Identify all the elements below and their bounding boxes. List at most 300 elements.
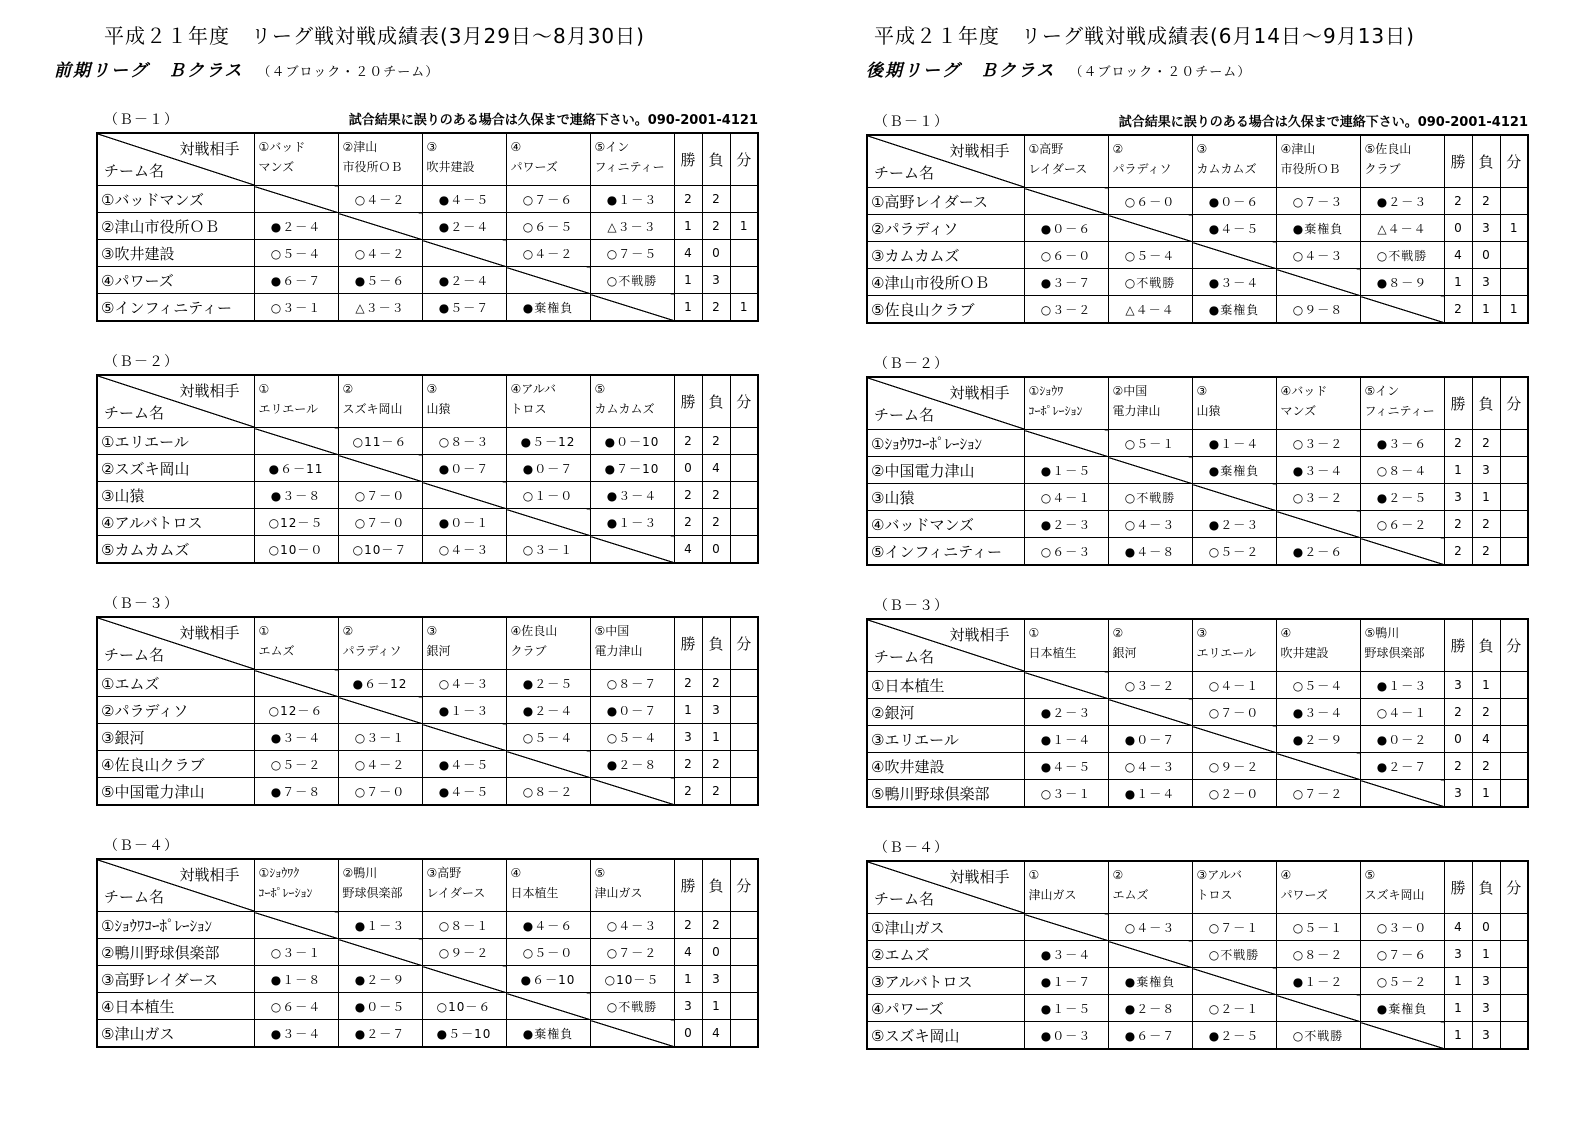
table-row (97, 536, 758, 564)
opponent-column-header (422, 859, 506, 912)
opponent-line-2: マンズ (258, 160, 295, 174)
wins-cell: 2 (1444, 296, 1472, 324)
wins-cell: 2 (1444, 699, 1472, 726)
draws-cell (1500, 726, 1528, 753)
table-row (97, 455, 758, 482)
draws-cell (730, 751, 758, 778)
draws-cell (730, 1020, 758, 1048)
losses-cell: 2 (702, 294, 730, 322)
result-cell: ●２－３ (1024, 511, 1108, 538)
result-cell: ○８－３ (422, 428, 506, 455)
result-cell: ○８－１ (422, 912, 506, 939)
opponent-line-1: ②津山 (342, 140, 378, 154)
draws-cell (1500, 753, 1528, 780)
opponent-line-1: ⑤鴨川 (1364, 626, 1400, 640)
wins-cell: 1 (1444, 968, 1472, 995)
self-match-cell (254, 670, 338, 697)
table-row (97, 482, 758, 509)
block-label: （Ｂ－１） (874, 114, 949, 130)
first-half-subtitle (54, 56, 439, 81)
opponent-line-1: ⑤ (594, 382, 606, 396)
wins-cell: 2 (674, 509, 702, 536)
win-header: 勝 (674, 375, 702, 428)
result-cell: ○５－４ (254, 240, 338, 267)
team-name: ②スズキ岡山 (97, 455, 254, 482)
opponent-line-2: エムズ (258, 644, 295, 658)
team-name: ④佐良山クラブ (97, 751, 254, 778)
opponent-line-2: トロス (1196, 888, 1233, 902)
table-header-row (97, 617, 758, 670)
draw-header: 分 (730, 617, 758, 670)
opponent-column-header (1024, 135, 1108, 188)
result-cell: ○４－１ (1024, 484, 1108, 511)
result-cell: △３－３ (338, 294, 422, 322)
result-cell: ○12－５ (254, 509, 338, 536)
result-cell: ●１－３ (590, 509, 674, 536)
opponent-line-1: ④ (510, 140, 522, 154)
wins-cell: 2 (674, 670, 702, 697)
opponent-line-1: ③ (1196, 142, 1208, 156)
opponent-column-header (1360, 135, 1444, 188)
team-name: ④日本植生 (97, 993, 254, 1020)
draws-cell (1500, 188, 1528, 215)
opponent-line-2: パワーズ (510, 160, 558, 174)
result-cell: ●２－５ (506, 670, 590, 697)
opponent-line-2: カムカムズ (594, 402, 655, 416)
losses-cell: 3 (702, 697, 730, 724)
team-name: ④パワーズ (867, 995, 1024, 1022)
table-row (867, 511, 1528, 538)
wins-cell: 2 (674, 482, 702, 509)
opponent-line-1: ①バッド (258, 140, 306, 154)
opponent-header: 対戦相手 (949, 868, 1010, 886)
team-name: ①ｼｮｳﾜｺｰﾎﾟﾚｰｼｮﾝ (867, 430, 1024, 457)
table-header-row (867, 619, 1528, 672)
second-half-subtitle-note: （４ブロック・２０チーム） (1069, 65, 1252, 80)
result-cell: ○８－７ (590, 670, 674, 697)
result-cell: ○10－５ (590, 966, 674, 993)
table-row (97, 993, 758, 1020)
opponent-header: 対戦相手 (949, 142, 1010, 160)
result-cell: ○７－０ (1192, 699, 1276, 726)
team-name: ①高野レイダース (867, 188, 1024, 215)
win-header: 勝 (1444, 619, 1472, 672)
table-row (97, 751, 758, 778)
result-cell: ●２－７ (338, 1020, 422, 1048)
losses-cell: 4 (702, 455, 730, 482)
draws-cell (1500, 941, 1528, 968)
result-cell: ●１－３ (1360, 672, 1444, 699)
result-cell: ○12－６ (254, 697, 338, 724)
losses-cell: 0 (702, 536, 730, 564)
wins-cell: 4 (674, 240, 702, 267)
result-cell: ●６－７ (254, 267, 338, 294)
opponent-column-header (1276, 135, 1360, 188)
table-row (97, 267, 758, 294)
result-cell: ●１－４ (1024, 726, 1108, 753)
result-cell: ●１－３ (590, 186, 674, 213)
result-cell: ○７－１ (1192, 914, 1276, 941)
team-name: ①エムズ (97, 670, 254, 697)
result-cell: ○４－２ (338, 751, 422, 778)
team-name: ②パラディソ (97, 697, 254, 724)
opponent-line-2: 市役所ＯＢ (1280, 162, 1341, 176)
wins-cell: 1 (674, 267, 702, 294)
result-cell: ○４－２ (338, 240, 422, 267)
opponent-header: 対戦相手 (179, 140, 240, 158)
result-cell: ○５－１ (1276, 914, 1360, 941)
draws-cell (1500, 780, 1528, 808)
opponent-column-header (1108, 135, 1192, 188)
opponent-line-2: 津山ガス (1028, 888, 1077, 902)
self-match-cell (1108, 699, 1192, 726)
result-cell: ○不戦勝 (1276, 1022, 1360, 1050)
team-name: ④アルバトロス (97, 509, 254, 536)
corner-header (867, 861, 1024, 914)
team-name: ②エムズ (867, 941, 1024, 968)
team-name: ①エリエール (97, 428, 254, 455)
self-match-cell (338, 455, 422, 482)
draws-cell: 1 (1500, 215, 1528, 242)
table-header-row (867, 135, 1528, 188)
table-row (867, 430, 1528, 457)
result-cell: ○４－３ (590, 912, 674, 939)
opponent-column-header (590, 617, 674, 670)
opponent-column-header (338, 859, 422, 912)
opponent-column-header (338, 133, 422, 186)
opponent-line-2: 日本植生 (1028, 646, 1077, 660)
opponent-line-1: ⑤ (594, 866, 606, 880)
team-name: ③アルバトロス (867, 968, 1024, 995)
table-row (97, 697, 758, 724)
draws-cell (1500, 995, 1528, 1022)
result-cell: ○６－３ (1024, 538, 1108, 566)
second-half-subtitle-main: 後期リーグ Ｂクラス (866, 61, 1056, 81)
wins-cell: 1 (674, 697, 702, 724)
loss-header: 負 (1472, 861, 1500, 914)
result-cell: ○４－１ (1360, 699, 1444, 726)
opponent-line-1: ① (1028, 868, 1040, 882)
self-match-cell (1108, 457, 1192, 484)
opponent-line-2: 野球倶楽部 (342, 886, 403, 900)
table-row (867, 457, 1528, 484)
result-cell: ●５－６ (338, 267, 422, 294)
draws-cell (1500, 699, 1528, 726)
result-cell: ○４－１ (1192, 672, 1276, 699)
opponent-line-1: ⑤ (1364, 868, 1376, 882)
draws-cell: 1 (1500, 296, 1528, 324)
corner-header (867, 135, 1024, 188)
result-cell: ○不戦勝 (1108, 269, 1192, 296)
team-name: ①バッドマンズ (97, 186, 254, 213)
result-cell: ●２－８ (590, 751, 674, 778)
result-cell: ●６－７ (1108, 1022, 1192, 1050)
draws-cell (730, 455, 758, 482)
left-league-block-2 (96, 354, 756, 564)
table-row (97, 509, 758, 536)
losses-cell: 0 (1472, 242, 1500, 269)
win-header: 勝 (1444, 861, 1472, 914)
table-row (867, 242, 1528, 269)
result-cell: ○８－２ (1276, 941, 1360, 968)
opponent-line-2: ｺｰﾎﾟﾚｰｼｮﾝ (1028, 404, 1083, 418)
opponent-line-1: ④バッド (1280, 384, 1328, 398)
result-cell: ○３－１ (254, 294, 338, 322)
losses-cell: 3 (1472, 968, 1500, 995)
results-table (96, 858, 759, 1048)
wins-cell: 2 (674, 912, 702, 939)
result-cell: ●２－４ (422, 267, 506, 294)
result-cell: ●３－４ (254, 724, 338, 751)
table-header-row (867, 861, 1528, 914)
losses-cell: 2 (702, 213, 730, 240)
opponent-line-1: ② (1112, 626, 1124, 640)
block-label: （Ｂ－４） (104, 838, 179, 854)
opponent-line-1: ③ (1196, 384, 1208, 398)
left-league-block-4 (96, 838, 756, 1048)
draws-cell (1500, 1022, 1528, 1050)
result-cell: ○４－２ (338, 186, 422, 213)
draws-cell (1500, 968, 1528, 995)
losses-cell: 2 (702, 509, 730, 536)
team-header: チーム名 (104, 162, 165, 180)
result-cell: ○８－４ (1360, 457, 1444, 484)
win-header: 勝 (1444, 135, 1472, 188)
team-name: ④パワーズ (97, 267, 254, 294)
draws-cell (1500, 484, 1528, 511)
opponent-line-1: ④佐良山 (510, 624, 558, 638)
losses-cell: 1 (702, 993, 730, 1020)
win-header: 勝 (674, 617, 702, 670)
wins-cell: 3 (1444, 484, 1472, 511)
table-row (97, 778, 758, 806)
table-row (867, 672, 1528, 699)
result-cell: ●２－９ (1276, 726, 1360, 753)
self-match-cell (1024, 914, 1108, 941)
losses-cell: 4 (702, 1020, 730, 1048)
team-name: ⑤スズキ岡山 (867, 1022, 1024, 1050)
result-cell: ●３－８ (254, 482, 338, 509)
team-name: ⑤インフィニティー (867, 538, 1024, 566)
team-header: チーム名 (874, 164, 935, 182)
opponent-line-2: 銀河 (1112, 646, 1137, 660)
result-cell: ●１－７ (1024, 968, 1108, 995)
opponent-line-1: ①高野 (1028, 142, 1064, 156)
result-cell: ○６－４ (254, 993, 338, 1020)
block-label: （Ｂ－１） (104, 112, 179, 128)
wins-cell: 2 (674, 428, 702, 455)
wins-cell: 2 (1444, 538, 1472, 566)
table-row (867, 215, 1528, 242)
result-cell: ●０－７ (590, 697, 674, 724)
table-header-row (97, 375, 758, 428)
result-cell: ●４－５ (1192, 215, 1276, 242)
result-cell: ○３－２ (1024, 296, 1108, 324)
self-match-cell (1276, 753, 1360, 780)
result-cell: ●棄権負 (1276, 215, 1360, 242)
losses-cell: 2 (1472, 538, 1500, 566)
result-cell: ●３－６ (1360, 430, 1444, 457)
wins-cell: 2 (674, 778, 702, 806)
table-header-row (97, 859, 758, 912)
wins-cell: 2 (1444, 430, 1472, 457)
draws-cell (730, 778, 758, 806)
opponent-column-header (254, 133, 338, 186)
result-cell: ○５－０ (506, 939, 590, 966)
self-match-cell (338, 213, 422, 240)
result-cell: ●４－５ (1024, 753, 1108, 780)
corner-header (97, 617, 254, 670)
losses-cell: 2 (702, 186, 730, 213)
self-match-cell (422, 724, 506, 751)
result-cell: ●４－６ (506, 912, 590, 939)
wins-cell: 3 (674, 724, 702, 751)
opponent-line-2: カムカムズ (1196, 162, 1257, 176)
loss-header: 負 (1472, 377, 1500, 430)
opponent-line-2: スズキ岡山 (342, 402, 403, 416)
opponent-line-1: ② (342, 624, 354, 638)
opponent-line-1: ⑤中国 (594, 624, 630, 638)
wins-cell: 1 (1444, 457, 1472, 484)
team-header: チーム名 (874, 890, 935, 908)
result-cell: ○不戦勝 (590, 267, 674, 294)
draws-cell (730, 509, 758, 536)
self-match-cell (1108, 941, 1192, 968)
self-match-cell (590, 536, 674, 564)
table-row (97, 912, 758, 939)
result-cell: ●０－７ (422, 455, 506, 482)
losses-cell: 2 (702, 482, 730, 509)
wins-cell: 1 (674, 966, 702, 993)
result-cell: ●５－12 (506, 428, 590, 455)
draws-cell (1500, 538, 1528, 566)
opponent-column-header (506, 133, 590, 186)
opponent-line-2: スズキ岡山 (1364, 888, 1425, 902)
correction-notice: 試合結果に誤りのある場合は久保まで連絡下さい。090-2001-4121 (1118, 115, 1528, 130)
result-cell: ●０－５ (338, 993, 422, 1020)
team-name: ③カムカムズ (867, 242, 1024, 269)
opponent-line-2: 吹井建設 (426, 160, 475, 174)
opponent-line-2: パワーズ (1280, 888, 1328, 902)
self-match-cell (590, 1020, 674, 1048)
opponent-column-header (1276, 619, 1360, 672)
first-half-subtitle-main: 前期リーグ Ｂクラス (54, 61, 244, 81)
first-half-subtitle-note: （４ブロック・２０チーム） (257, 65, 440, 80)
result-cell: ○不戦勝 (590, 993, 674, 1020)
result-cell: ●２－３ (1360, 188, 1444, 215)
result-cell: ●０－２ (1360, 726, 1444, 753)
win-header: 勝 (1444, 377, 1472, 430)
team-header: チーム名 (104, 404, 165, 422)
draws-cell (1500, 914, 1528, 941)
result-cell: ●４－５ (422, 751, 506, 778)
opponent-line-2: クラブ (1364, 162, 1401, 176)
draws-cell: 1 (730, 213, 758, 240)
team-name: ⑤津山ガス (97, 1020, 254, 1048)
self-match-cell (1192, 726, 1276, 753)
opponent-column-header (422, 133, 506, 186)
result-cell: ●３－７ (1024, 269, 1108, 296)
team-name: ⑤インフィニティー (97, 294, 254, 322)
losses-cell: 0 (702, 939, 730, 966)
opponent-column-header (254, 859, 338, 912)
losses-cell: 3 (1472, 995, 1500, 1022)
opponent-line-1: ③高野 (426, 866, 462, 880)
table-row (97, 186, 758, 213)
self-match-cell (254, 428, 338, 455)
right-league-block-2 (866, 356, 1526, 566)
draws-cell: 1 (730, 294, 758, 322)
opponent-column-header (1108, 861, 1192, 914)
team-name: ⑤鴨川野球倶楽部 (867, 780, 1024, 808)
result-cell: ○７－２ (1276, 780, 1360, 808)
result-cell: ○７－３ (1276, 188, 1360, 215)
opponent-line-1: ①ｼｮｳﾜ (1028, 384, 1064, 398)
result-cell: ○９－２ (1192, 753, 1276, 780)
table-row (867, 538, 1528, 566)
corner-header (97, 375, 254, 428)
result-cell: ○３－２ (1108, 672, 1192, 699)
result-cell: ○３－１ (506, 536, 590, 564)
left-league-block-3 (96, 596, 756, 806)
draw-header: 分 (730, 133, 758, 186)
losses-cell: 2 (702, 428, 730, 455)
draw-header: 分 (1500, 377, 1528, 430)
corner-header (867, 377, 1024, 430)
result-cell: ●０－10 (590, 428, 674, 455)
opponent-line-1: ③ (1196, 626, 1208, 640)
losses-cell: 3 (1472, 457, 1500, 484)
result-cell: △４－４ (1360, 215, 1444, 242)
opponent-line-1: ⑤イン (1364, 384, 1400, 398)
result-cell: ●１－４ (1108, 780, 1192, 808)
opponent-column-header (1276, 377, 1360, 430)
draws-cell (1500, 269, 1528, 296)
result-cell: ●０－６ (1192, 188, 1276, 215)
losses-cell: 2 (1472, 430, 1500, 457)
draws-cell (730, 912, 758, 939)
self-match-cell (254, 186, 338, 213)
result-cell: ○７－６ (1360, 941, 1444, 968)
opponent-header: 対戦相手 (179, 624, 240, 642)
opponent-line-2: パラディソ (342, 644, 402, 658)
opponent-line-1: ⑤佐良山 (1364, 142, 1412, 156)
losses-cell: 4 (1472, 726, 1500, 753)
opponent-line-2: 日本植生 (510, 886, 559, 900)
result-cell: ●２－４ (422, 213, 506, 240)
self-match-cell (1276, 995, 1360, 1022)
team-header: チーム名 (874, 406, 935, 424)
corner-header (867, 619, 1024, 672)
opponent-line-2: 銀河 (426, 644, 451, 658)
result-cell: ●６－11 (254, 455, 338, 482)
losses-cell: 2 (1472, 699, 1500, 726)
wins-cell: 1 (1444, 1022, 1472, 1050)
result-cell: ○不戦勝 (1108, 484, 1192, 511)
opponent-column-header (1360, 619, 1444, 672)
self-match-cell (1192, 968, 1276, 995)
result-cell: ○９－２ (422, 939, 506, 966)
team-name: ④バッドマンズ (867, 511, 1024, 538)
team-name: ⑤中国電力津山 (97, 778, 254, 806)
self-match-cell (1276, 511, 1360, 538)
result-cell: ○４－２ (506, 240, 590, 267)
result-cell: ○４－３ (1108, 511, 1192, 538)
losses-cell: 0 (1472, 914, 1500, 941)
team-name: ①ｼｮｳﾜｺｰﾎﾟﾚｰｼｮﾝ (97, 912, 254, 939)
table-row (867, 1022, 1528, 1050)
losses-cell: 2 (702, 778, 730, 806)
